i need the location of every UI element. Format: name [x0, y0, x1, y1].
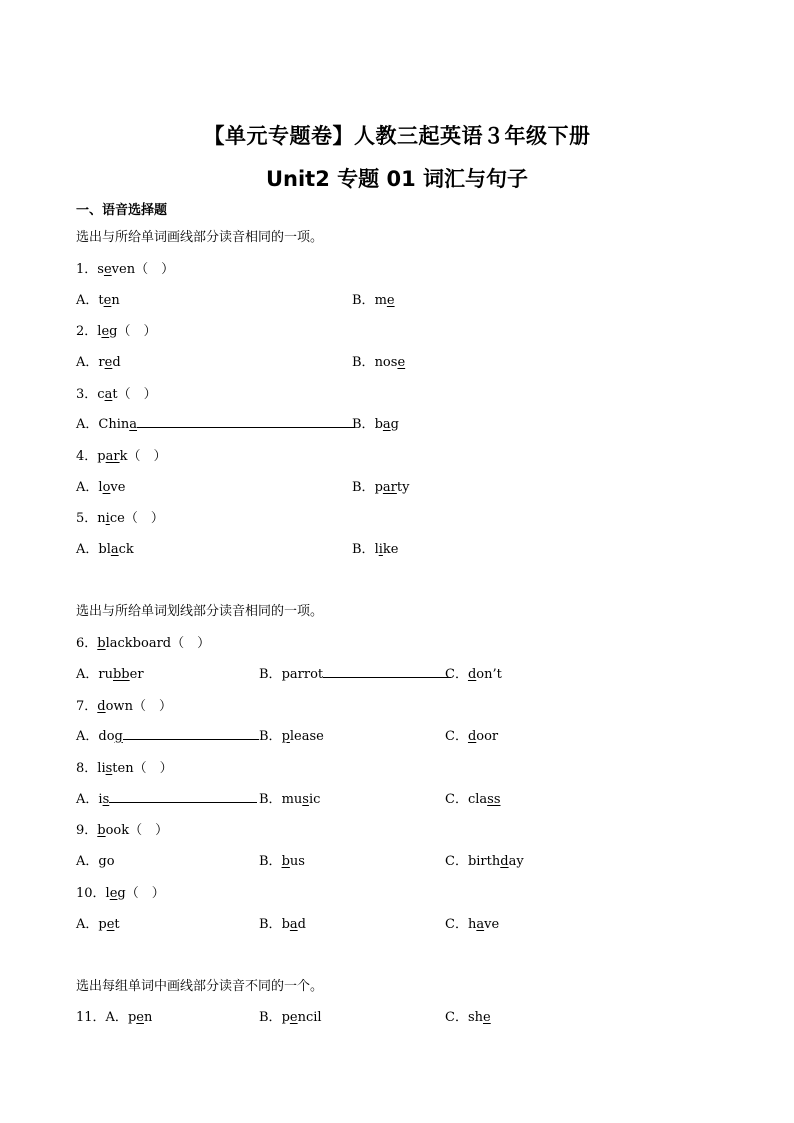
- q4-option-a[interactable]: A．love: [76, 480, 126, 495]
- q3-option-b[interactable]: B．bag: [352, 417, 399, 432]
- q6-option-a[interactable]: A．rubber: [76, 667, 144, 682]
- instruction-2: 选出与所给单词划线部分读音相同的一项。: [76, 604, 324, 619]
- question-8: 8．listen（ ）: [76, 761, 173, 776]
- q10-option-a[interactable]: A．pet: [76, 917, 120, 932]
- q9-option-c[interactable]: C．birthday: [445, 854, 524, 869]
- section-title: 一、语音选择题: [76, 203, 168, 218]
- q7-option-a[interactable]: A．dog: [76, 725, 259, 744]
- question-3: 3．cat（ ）: [76, 387, 157, 402]
- question-4: 4．park（ ）: [76, 449, 167, 464]
- q11-option-c[interactable]: C．she: [445, 1010, 491, 1025]
- question-1: 1．seven（ ）: [76, 262, 175, 277]
- q6-option-c[interactable]: C．don’t: [445, 667, 502, 682]
- q10-option-c[interactable]: C．have: [445, 917, 500, 932]
- question-10: 10．leg（ ）: [76, 886, 165, 901]
- q5-option-b[interactable]: B．like: [352, 542, 399, 557]
- instruction-3: 选出每组单词中画线部分读音不同的一个。: [76, 979, 324, 994]
- question-6: 6．blackboard（ ）: [76, 636, 211, 651]
- q11-option-b[interactable]: B．pencil: [259, 1010, 322, 1025]
- q7-option-c[interactable]: C．door: [445, 729, 499, 744]
- q5-option-a[interactable]: A．black: [76, 542, 134, 557]
- q9-option-b[interactable]: B．bus: [259, 854, 305, 869]
- page-title: 【单元专题卷】人教三起英语３年级下册: [203, 124, 591, 148]
- q4-option-b[interactable]: B．party: [352, 480, 410, 495]
- q2-option-a[interactable]: A．red: [76, 355, 121, 370]
- underline-blank: [323, 665, 451, 678]
- q3-option-a[interactable]: A．China: [76, 413, 355, 432]
- underline-blank: [109, 790, 257, 803]
- underline-blank: [137, 415, 355, 428]
- q2-option-b[interactable]: B．nose: [352, 355, 406, 370]
- q1-option-a[interactable]: A．ten: [76, 293, 120, 308]
- q8-option-a[interactable]: A．is: [76, 788, 257, 807]
- question-2: 2．leg（ ）: [76, 324, 157, 339]
- q8-option-c[interactable]: C．class: [445, 792, 501, 807]
- question-5: 5．nice（ ）: [76, 511, 164, 526]
- question-7: 7．down（ ）: [76, 699, 172, 714]
- question-9: 9．book（ ）: [76, 823, 169, 838]
- q7-option-b[interactable]: B．please: [259, 729, 324, 744]
- q8-option-b[interactable]: B．music: [259, 792, 321, 807]
- q9-option-a[interactable]: A．go: [76, 854, 115, 869]
- q1-option-b[interactable]: B．me: [352, 293, 395, 308]
- instruction-1: 选出与所给单词画线部分读音相同的一项。: [76, 230, 324, 245]
- page-subtitle: Unit2 专题 01 词汇与句子: [265, 167, 528, 191]
- q10-option-b[interactable]: B．bad: [259, 917, 306, 932]
- q6-option-b[interactable]: B．parrot: [259, 663, 451, 682]
- underline-blank: [123, 727, 259, 740]
- q11-option-a[interactable]: 11．A．pen: [76, 1010, 153, 1025]
